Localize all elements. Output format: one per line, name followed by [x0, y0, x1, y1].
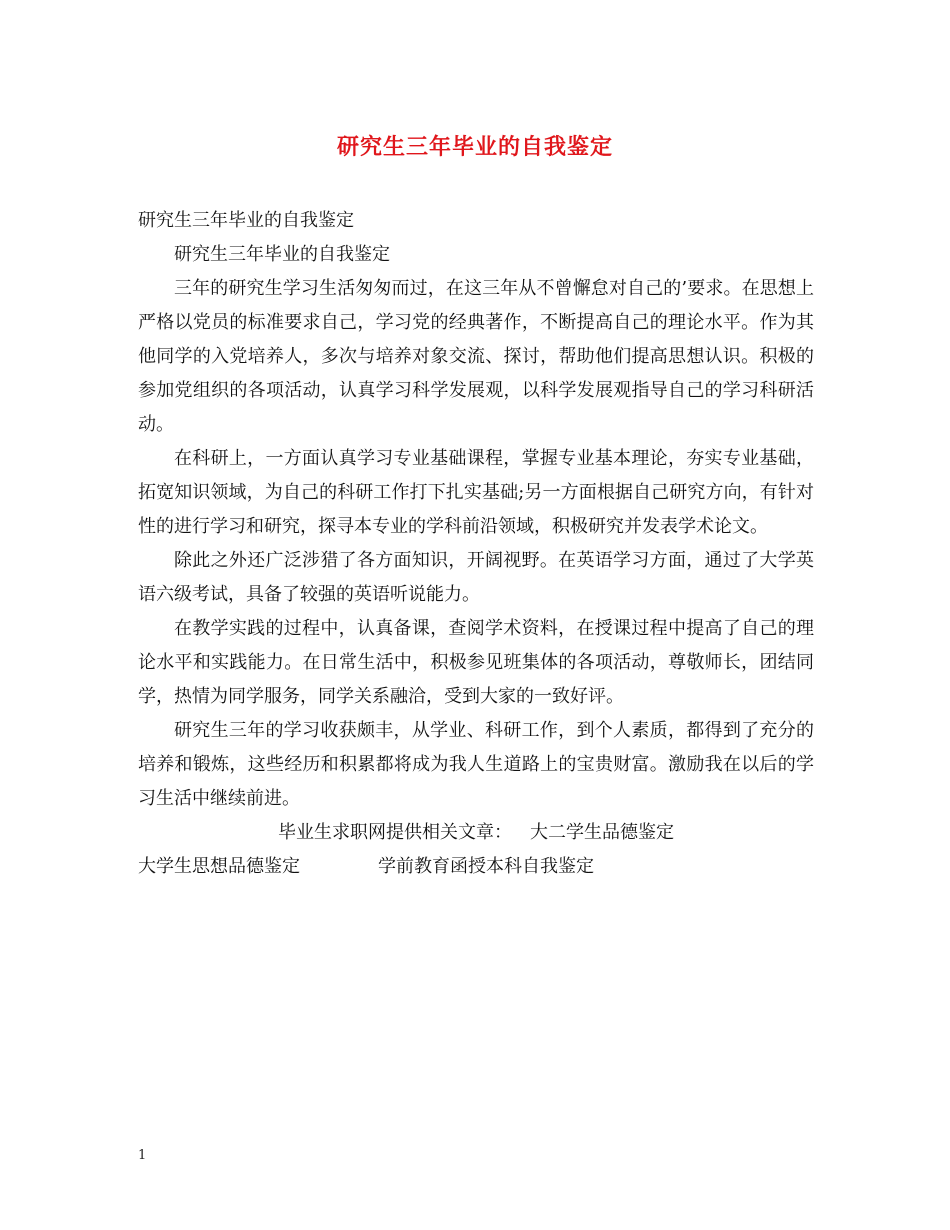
document-body: [138, 204, 814, 884]
related-link-2[interactable]: 大学生思想品德鉴定: [138, 856, 300, 877]
related-articles-line: [138, 816, 814, 850]
related-articles-row: [138, 850, 814, 884]
related-link-1[interactable]: 大二学生品德鉴定: [530, 822, 674, 843]
paragraph-1: 三年的研究生学习生活匆匆而过，在这三年从不曾懈怠对自己的’要求。在思想上严格以党员的标准要求自己，学习党的经典著作，不断提高自己的理论水平。作为其他同学的入党培养人，多次与培养对象交流、探讨，帮助他们提高思想认识。积极的参加党组织的各项活动，认真学习科学发展观，以科学发展观指导自己的学习科研活动。: [138, 278, 814, 435]
page-number: 1: [138, 1148, 147, 1163]
paragraph-4: 在教学实践的过程中，认真备课，查阅学术资料，在授课过程中提高了自己的理论水平和实践能力。在日常生活中，积极参见班集体的各项活动，尊敬师长，团结同学，热情为同学服务，同学关系融洽，受到大家的一致好评。: [138, 618, 814, 707]
related-articles-label: 毕业生求职网提供相关文章：: [278, 822, 512, 843]
subheading-line: 研究生三年毕业的自我鉴定: [174, 244, 390, 265]
paragraph-5: 研究生三年的学习收获颇丰，从学业、科研工作，到个人素质，都得到了充分的培养和锻炼，这些经历和积累都将成为我人生道路上的宝贵财富。激励我在以后的学习生活中继续前进。: [138, 720, 814, 809]
paragraph-2: 在科研上，一方面认真学习专业基础课程，掌握专业基本理论，夯实专业基础，拓宽知识领域，为自己的科研工作打下扎实基础;另一方面根据自己研究方向，有针对性的进行学习和研究，探寻本专业的学科前沿领域，积极研究并发表学术论文。: [138, 448, 814, 537]
heading-line: 研究生三年毕业的自我鉴定: [138, 210, 354, 231]
related-link-3[interactable]: 学前教育函授本科自我鉴定: [378, 856, 594, 877]
paragraph-3: 除此之外还广泛涉猎了各方面知识，开阔视野。在英语学习方面，通过了大学英语六级考试，具备了较强的英语听说能力。: [138, 550, 814, 605]
document-title: 研究生三年毕业的自我鉴定: [336, 134, 613, 160]
